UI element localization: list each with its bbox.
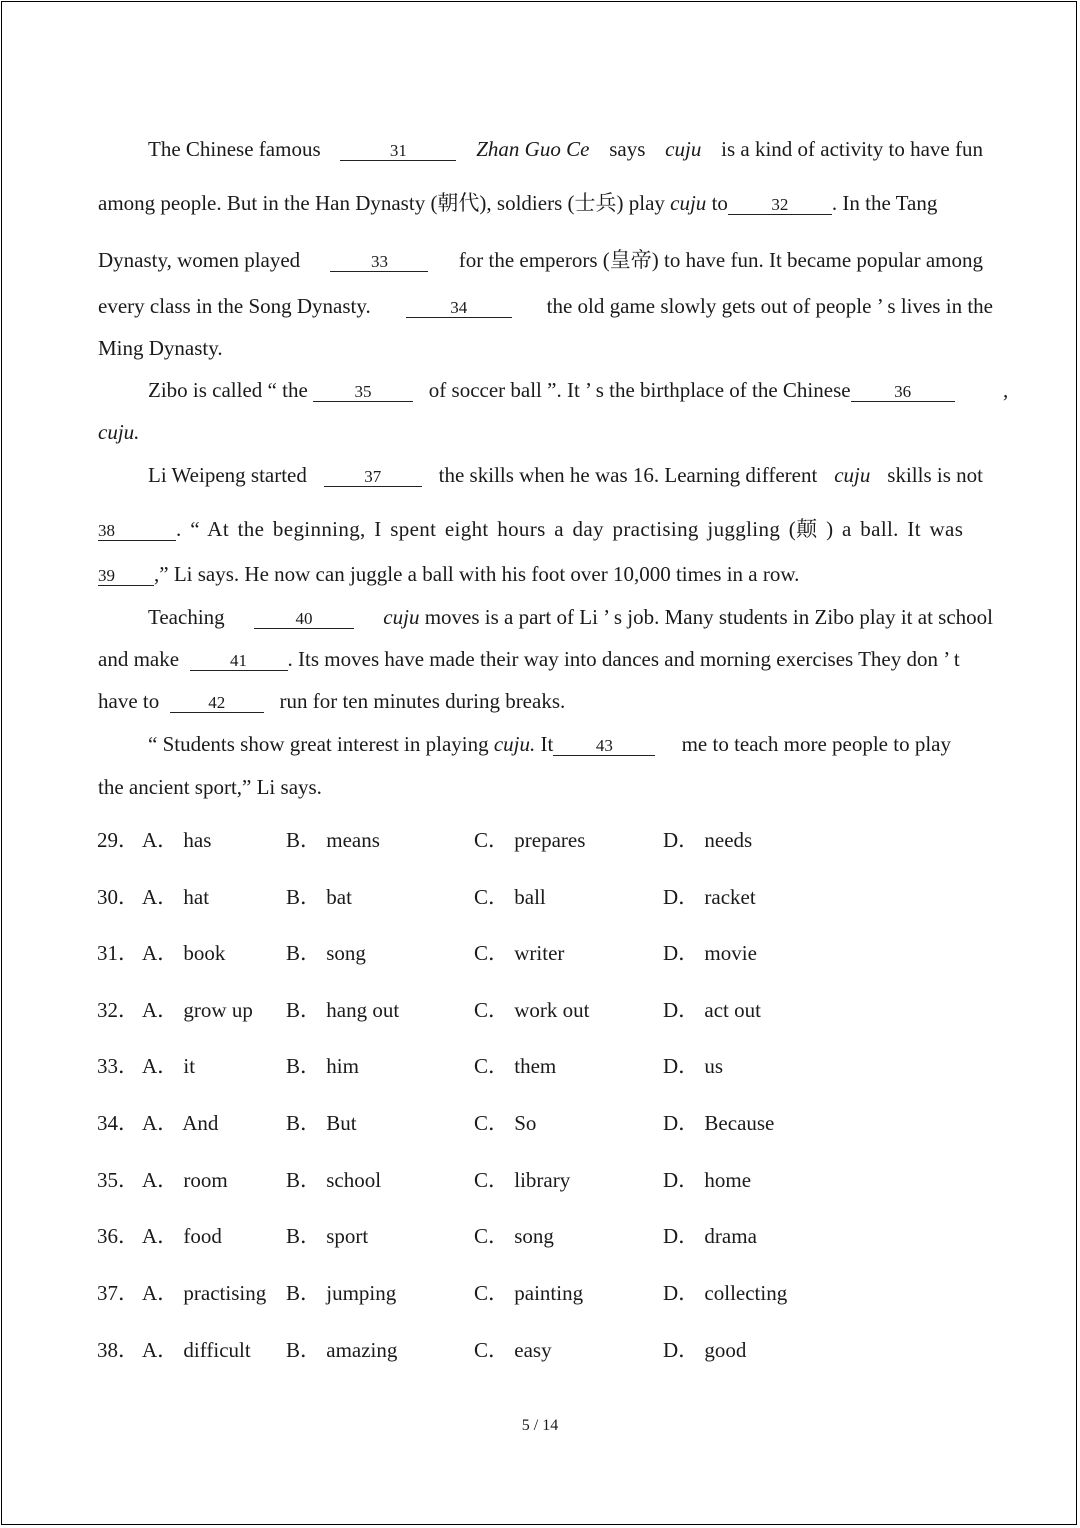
option-d[interactable]: D． Because <box>663 1111 775 1135</box>
option-c[interactable]: C． painting <box>474 1281 584 1305</box>
option-b[interactable]: B． means <box>286 828 380 852</box>
option-d[interactable]: D． us <box>663 1054 724 1078</box>
option-c[interactable]: C． easy <box>474 1338 552 1362</box>
option-a[interactable]: A． hat <box>142 885 210 909</box>
option-d[interactable]: D． act out <box>663 998 761 1022</box>
question-number: 35． <box>97 1168 139 1192</box>
blank-31[interactable]: 31 <box>340 142 456 161</box>
blank-34[interactable]: 34 <box>406 299 512 318</box>
option-b[interactable]: B． him <box>286 1054 359 1078</box>
option-a[interactable]: A． practising <box>142 1281 267 1305</box>
passage-line: “ Students show great interest in playing cuju. It 43 me to teach more people to play <box>148 732 951 756</box>
option-b[interactable]: B． amazing <box>286 1338 398 1362</box>
option-d[interactable]: D． good <box>663 1338 747 1362</box>
option-b[interactable]: B． But <box>286 1111 357 1135</box>
question-number: 30． <box>97 885 139 909</box>
passage-line: cuju. <box>98 420 140 444</box>
question-number: 32． <box>97 998 139 1022</box>
option-a[interactable]: A． it <box>142 1054 196 1078</box>
option-c[interactable]: C． song <box>474 1224 554 1248</box>
blank-38[interactable]: 38 <box>98 522 176 541</box>
option-a[interactable]: A． grow up <box>142 998 253 1022</box>
passage-line: Li Weipeng started 37 the skills when he was 16. Learning different cuju skills is not <box>148 463 983 487</box>
blank-32[interactable]: 32 <box>728 196 832 215</box>
option-b[interactable]: B． song <box>286 941 366 965</box>
question-number: 33． <box>97 1054 139 1078</box>
option-d[interactable]: D． needs <box>663 828 753 852</box>
blank-39[interactable]: 39 <box>98 567 154 586</box>
option-d[interactable]: D． drama <box>663 1224 757 1248</box>
passage-line: The Chinese famous 31 Zhan Guo Ce says cuju is a kind of activity to have fun <box>148 137 983 161</box>
question-number: 29． <box>97 828 139 852</box>
passage-line: the ancient sport,” Li says. <box>98 775 322 799</box>
question-number: 38． <box>97 1338 139 1362</box>
option-c[interactable]: C． work out <box>474 998 590 1022</box>
passage-line: Ming Dynasty. <box>98 336 223 360</box>
option-c[interactable]: C． ball <box>474 885 546 909</box>
option-b[interactable]: B． bat <box>286 885 352 909</box>
option-b[interactable]: B． sport <box>286 1224 369 1248</box>
option-a[interactable]: A． book <box>142 941 226 965</box>
option-a[interactable]: A． room <box>142 1168 228 1192</box>
blank-41[interactable]: 41 <box>190 652 288 671</box>
question-number: 36． <box>97 1224 139 1248</box>
passage-line: every class in the Song Dynasty. 34 the old game slowly gets out of people ’ s lives in the <box>98 294 993 318</box>
option-b[interactable]: B． jumping <box>286 1281 397 1305</box>
blank-35[interactable]: 35 <box>313 383 413 402</box>
passage-line: 39 ,” Li says. He now can juggle a ball with his foot over 10,000 times in a row. <box>98 562 800 586</box>
option-c[interactable]: C． So <box>474 1111 537 1135</box>
option-d[interactable]: D． home <box>663 1168 752 1192</box>
blank-43[interactable]: 43 <box>553 737 655 756</box>
passage-line: Teaching 40 cuju moves is a part of Li ’ s job. Many students in Zibo play it at school <box>148 605 993 629</box>
option-c[interactable]: C． them <box>474 1054 557 1078</box>
option-c[interactable]: C． prepares <box>474 828 586 852</box>
passage-line: Dynasty, women played 33 for the emperors (皇帝) to have fun. It became popular among <box>98 248 983 272</box>
blank-42[interactable]: 42 <box>170 694 264 713</box>
option-b[interactable]: B． school <box>286 1168 382 1192</box>
option-d[interactable]: D． racket <box>663 885 756 909</box>
blank-37[interactable]: 37 <box>324 468 422 487</box>
blank-33[interactable]: 33 <box>330 253 428 272</box>
question-number: 34． <box>97 1111 139 1135</box>
passage-line: among people. But in the Han Dynasty (朝代), soldiers (士兵) play cuju to 32 . In the Tang <box>98 191 938 215</box>
option-a[interactable]: A． has <box>142 828 212 852</box>
option-c[interactable]: C． writer <box>474 941 565 965</box>
page-number: 5 / 14 <box>521 1417 559 1434</box>
question-number: 37． <box>97 1281 139 1305</box>
question-number: 31． <box>97 941 139 965</box>
option-a[interactable]: A． difficult <box>142 1338 251 1362</box>
option-b[interactable]: B． hang out <box>286 998 400 1022</box>
blank-40[interactable]: 40 <box>254 610 354 629</box>
option-d[interactable]: D． collecting <box>663 1281 788 1305</box>
option-a[interactable]: A． food <box>142 1224 222 1248</box>
option-c[interactable]: C． library <box>474 1168 571 1192</box>
passage-line: 38 . “ At the beginning, I spent eight hours a day practising juggling (颠 ) a ball. It was <box>98 517 964 541</box>
blank-36[interactable]: 36 <box>851 383 955 402</box>
option-a[interactable]: A． And <box>142 1111 219 1135</box>
passage-line: have to 42 run for ten minutes during breaks. <box>98 689 566 713</box>
passage-line: and make 41 . Its moves have made their way into dances and morning exercises They don ’ t <box>98 647 960 671</box>
passage-line: Zibo is called “ the 35 of soccer ball ”. It ’ s the birthplace of the Chinese 36 , <box>148 378 1009 402</box>
option-d[interactable]: D． movie <box>663 941 757 965</box>
